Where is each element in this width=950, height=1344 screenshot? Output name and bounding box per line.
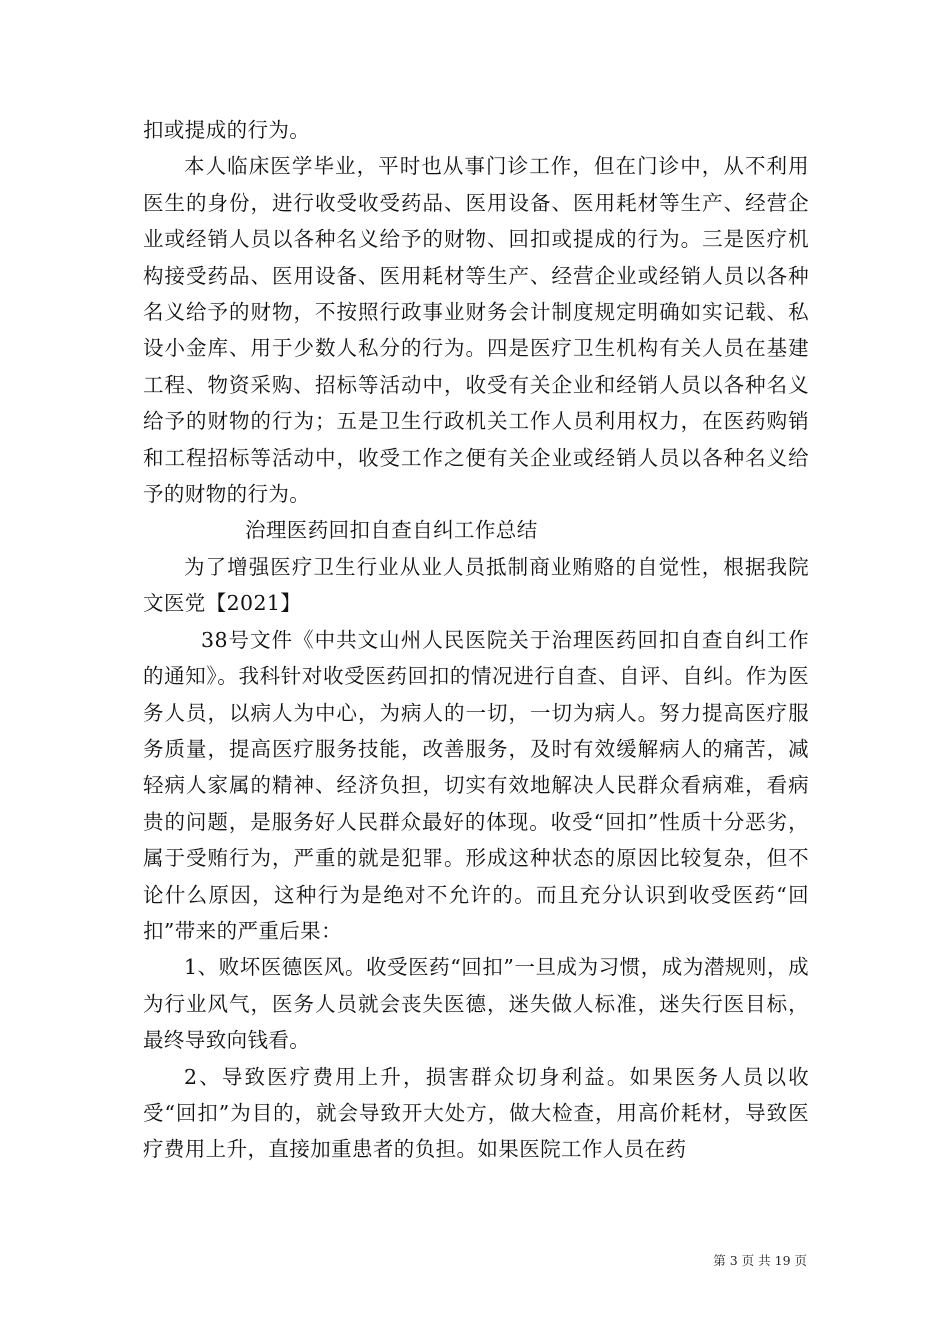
paragraph-6: 2、导致医疗费用上升，损害群众切身利益。如果医务人员以收受“回扣”为目的，就会导致开大处方，做大检查，用高价耗材，导致医疗费用上升，直接加重患者的负担。如果医院工作人员在药 <box>143 1064 809 1162</box>
paragraph-2: 本人临床医学毕业，平时也从事门诊工作，但在门诊中，从不利用医生的身份，进行收受收受药品、医用设备、医用耗材等生产、经营企业或经销人员以各种名义给予的财物、回扣或提成的行为。三是医疗机构接受药品、医用设备、医用耗材等生产、经营企业或经销人员以各种名义给予的财物，不按照行政事业财务会计制度规定明确如实记载、私设小金库、用于少数人私分的行为。四是医疗卫生机构有关人员在基建工程、物资采购、招标等活动中，收受有关企业和经销人员以各种名义给予的财物的行为；五是卫生行政机关工作人员利用权力，在医药购销和工程招标等活动中，收受工作之便有关企业或经销人员以各种名义给予的财物的行为。 <box>143 154 809 507</box>
paragraph-5: 1、败坏医德医风。收受医药“回扣”一旦成为习惯，成为潜规则，成为行业风气，医务人员就会丧失医德，迷失做人标准，迷失行医目标，最终导致向钱看。 <box>143 955 809 1053</box>
body-text <box>143 112 809 1168</box>
page-number-footer: 第 3 页 共 19 页 <box>713 1253 807 1268</box>
section-heading: 治理医药回扣自查自纠工作总结 <box>245 518 538 543</box>
paragraph-4: 38号文件《中共文山州人民医院关于治理医药回扣自查自纠工作的通知》。我科针对收受医药回扣的情况进行自查、自评、自纠。作为医务人员，以病人为中心，为病人的一切，一切为病人。努力提高医疗服务质量，提高医疗服务技能，改善服务，及时有效缓解病人的痛苦，减轻病人家属的精神、经济负担，切实有效地解决人民群众看病难，看病贵的问题，是服务好人民群众最好的体现。收受“回扣”性质十分恶劣，属于受贿行为，严重的就是犯罪。形成这种状态的原因比较复杂，但不论什么原因，这种行为是绝对不允许的。而且充分认识到收受医药“回扣”带来的严重后果： <box>143 627 809 943</box>
paragraph-3: 为了增强医疗卫生行业从业人员抵制商业贿赂的自觉性，根据我院文医党【2021】 <box>143 554 809 616</box>
paragraph-1: 扣或提成的行为。 <box>143 118 311 142</box>
